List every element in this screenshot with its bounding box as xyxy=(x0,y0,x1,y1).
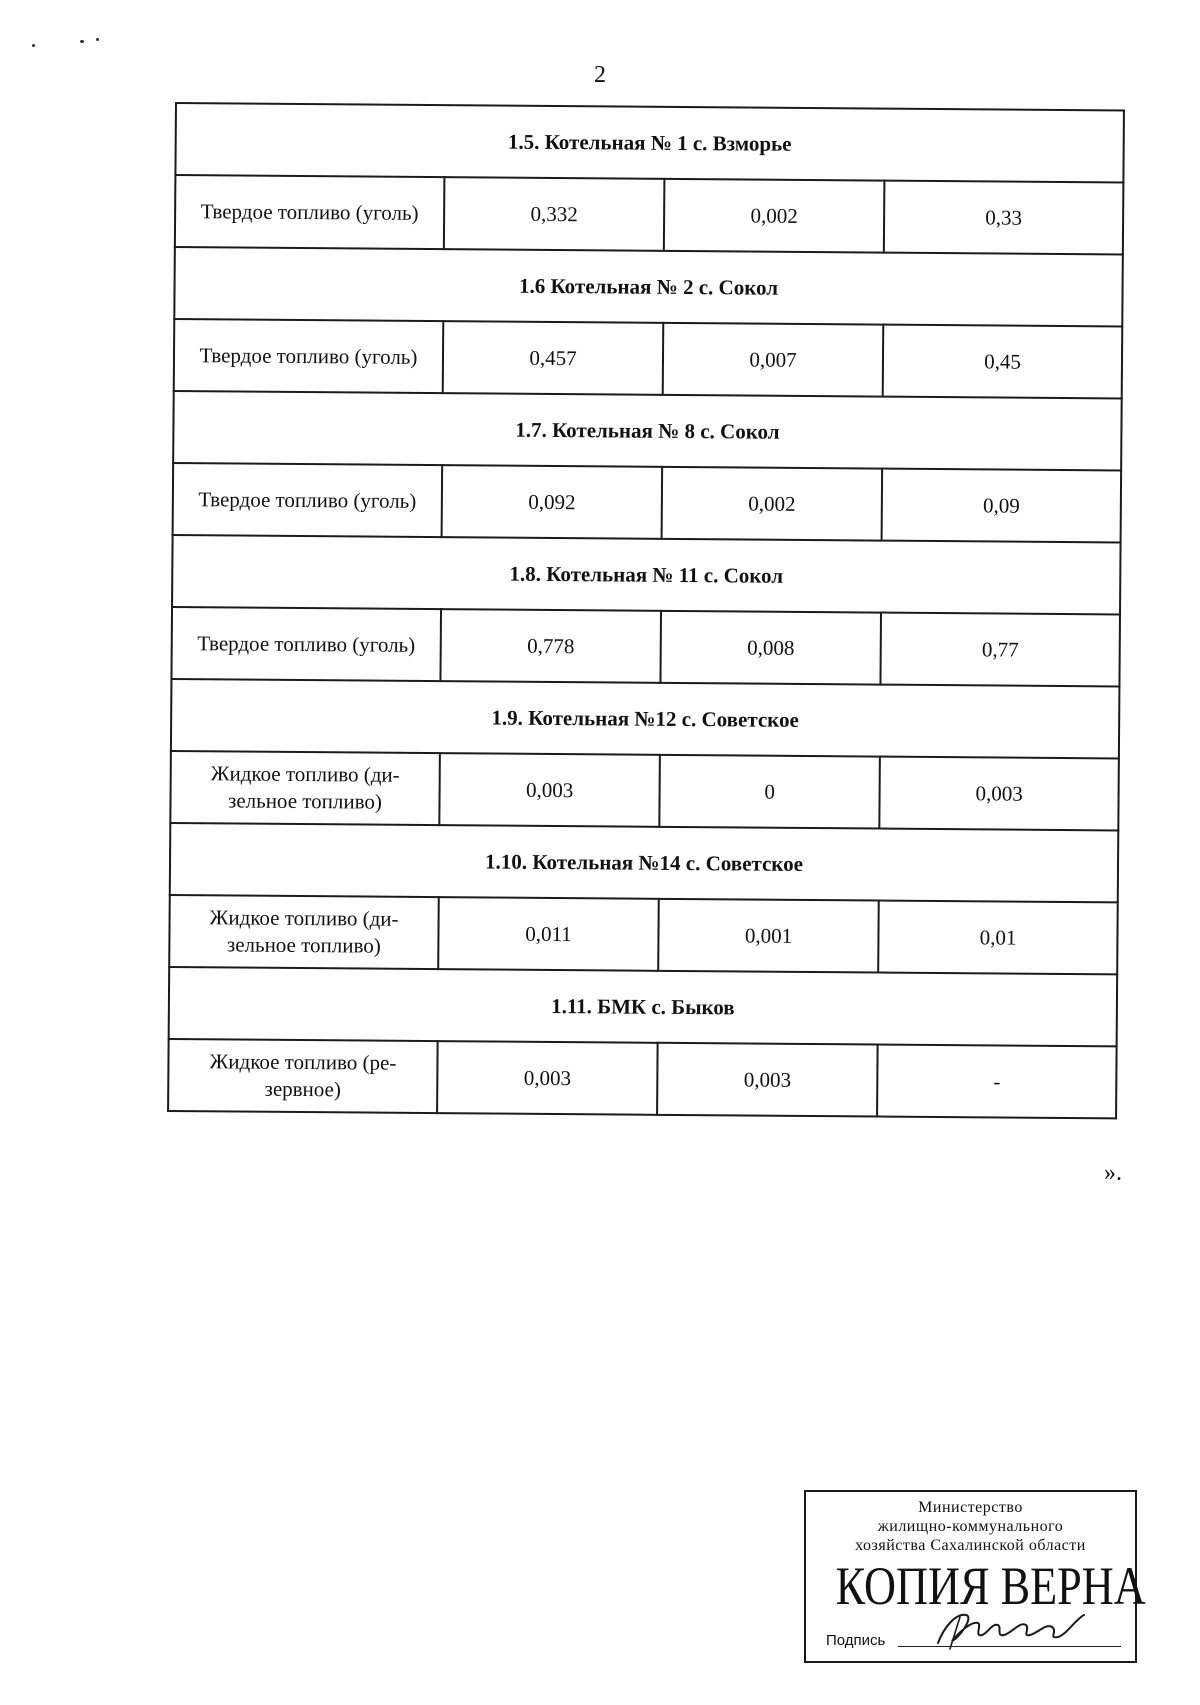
value-col-3: 0,01 xyxy=(878,901,1117,975)
fuel-type: Твердое топливо (уголь) xyxy=(175,175,445,249)
value-col-1: 0,332 xyxy=(444,177,665,251)
scan-speck xyxy=(80,40,84,43)
closing-quote: ». xyxy=(1104,1160,1122,1186)
value-col-2: 0,001 xyxy=(658,899,879,973)
value-col-1: 0,011 xyxy=(438,897,659,971)
section-heading: 1.8. Котельная № 11 с. Сокол xyxy=(172,535,1121,614)
value-col-3: - xyxy=(877,1045,1116,1119)
section-heading: 1.10. Котельная №14 с. Советское xyxy=(170,823,1119,902)
fuel-reserve-table xyxy=(167,102,1125,1119)
value-col-3: 0,09 xyxy=(882,469,1121,543)
section-heading: 1.9. Котельная №12 с. Советское xyxy=(171,679,1120,758)
fuel-type: Твердое топливо (уголь) xyxy=(173,463,443,537)
table-row xyxy=(168,1039,1117,1118)
page-number: 2 xyxy=(594,62,606,88)
fuel-type: Жидкое топливо (ди- зельное топливо) xyxy=(169,895,439,969)
fuel-type: Твердое топливо (уголь) xyxy=(174,319,444,393)
section-heading: 1.5. Котельная № 1 с. Взморье xyxy=(175,103,1124,182)
value-col-1: 0,778 xyxy=(440,609,661,683)
table-row xyxy=(170,751,1119,830)
value-col-1: 0,003 xyxy=(439,753,660,827)
stamp-title: КОПИЯ ВЕРНА xyxy=(835,1556,1146,1616)
value-col-3: 0,45 xyxy=(883,325,1122,399)
stamp-ministry-line: хозяйства Сахалинской области xyxy=(855,1537,1086,1554)
stamp-signature-row xyxy=(816,1619,1121,1651)
value-col-2: 0,007 xyxy=(663,323,884,397)
section-heading: 1.11. БМК с. Быков xyxy=(169,967,1118,1046)
value-col-2: 0 xyxy=(659,755,880,829)
stamp-ministry-line: жилищно-коммунального xyxy=(877,1518,1064,1535)
fuel-type: Жидкое топливо (ре- зервное) xyxy=(168,1039,438,1113)
handwritten-signature xyxy=(930,1607,1090,1651)
value-col-1: 0,457 xyxy=(443,321,664,395)
value-col-2: 0,008 xyxy=(661,611,882,685)
value-col-1: 0,092 xyxy=(442,465,663,539)
value-col-3: 0,003 xyxy=(879,757,1118,831)
table-row xyxy=(171,607,1120,686)
fuel-type: Твердое топливо (уголь) xyxy=(171,607,441,681)
signature-label: Подпись xyxy=(826,1632,886,1649)
value-col-3: 0,77 xyxy=(881,613,1120,687)
table-row xyxy=(169,895,1118,974)
fuel-type: Жидкое топливо (ди- зельное топливо) xyxy=(170,751,440,825)
table-row xyxy=(175,175,1124,254)
table-row xyxy=(173,463,1122,542)
scan-speck xyxy=(32,44,35,47)
value-col-2: 0,003 xyxy=(657,1043,878,1117)
certified-copy-stamp xyxy=(804,1490,1146,1663)
value-col-3: 0,33 xyxy=(884,181,1123,255)
value-col-2: 0,002 xyxy=(664,179,885,253)
stamp-ministry-line: Министерство xyxy=(918,1499,1023,1516)
table-row xyxy=(174,319,1123,398)
section-heading: 1.7. Котельная № 8 с. Сокол xyxy=(173,391,1122,470)
section-heading: 1.6 Котельная № 2 с. Сокол xyxy=(174,247,1123,326)
value-col-1: 0,003 xyxy=(437,1041,658,1115)
scan-speck xyxy=(96,38,99,41)
value-col-2: 0,002 xyxy=(662,467,883,541)
